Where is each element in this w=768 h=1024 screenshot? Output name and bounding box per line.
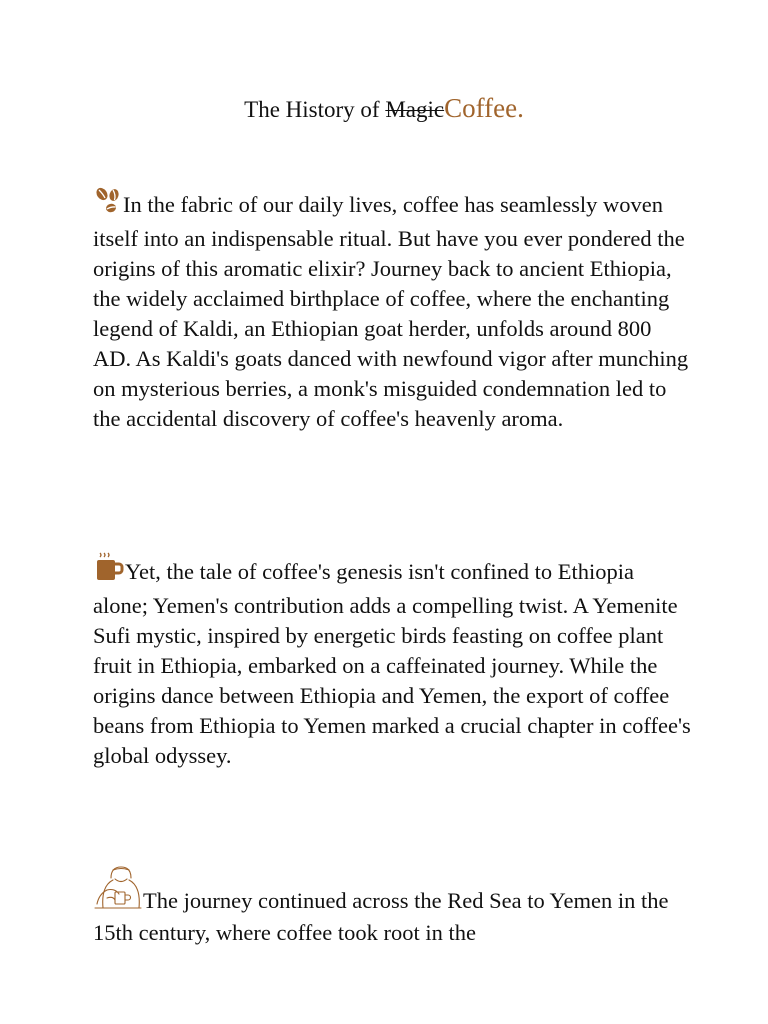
page-title <box>0 88 768 130</box>
paragraph-origins <box>93 186 693 434</box>
paragraph-text: In the fabric of our daily lives, coffee has seamlessly woven itself into an indispensable ritual. But have you ever pondered the origins of this aromatic elixir? Journey back to ancient Ethiopia, the widely acclaimed birthplace of coffee, where the enchanting legend of Kaldi, an Ethiopian goat herder, unfolds around 800 AD. As Kaldi's goats danced with newfound vigor after munching on mysterious berries, a monk's misguided condemnation led to the accidental discovery of coffee's heavenly aroma. <box>93 192 689 431</box>
coffee-beans-icon <box>93 186 123 224</box>
title-highlight-word: Coffee. <box>444 93 524 123</box>
paragraph-journey <box>93 864 693 948</box>
paragraph-text: Yet, the tale of coffee's genesis isn't confined to Ethiopia alone; Yemen's contribution adds a compelling twist. A Yemenite Sufi mystic, inspired by energetic birds feasting on coffee plant fruit in Ethiopia, embarked on a caffeinated journey. While the origins dance between Ethiopia and Yemen, the export of coffee beans from Ethiopia to Yemen marked a crucial chapter in coffee's global odyssey. <box>93 559 691 768</box>
person-holding-cup-icon <box>93 864 143 918</box>
paragraph-text: The journey continued across the Red Sea to Yemen in the 15th century, where coffee took root in the <box>93 888 669 945</box>
paragraph-yemen <box>93 551 693 771</box>
title-prefix: The History of <box>244 97 386 122</box>
hot-coffee-mug-icon <box>93 551 125 591</box>
title-struck-word: Magic <box>385 97 445 122</box>
